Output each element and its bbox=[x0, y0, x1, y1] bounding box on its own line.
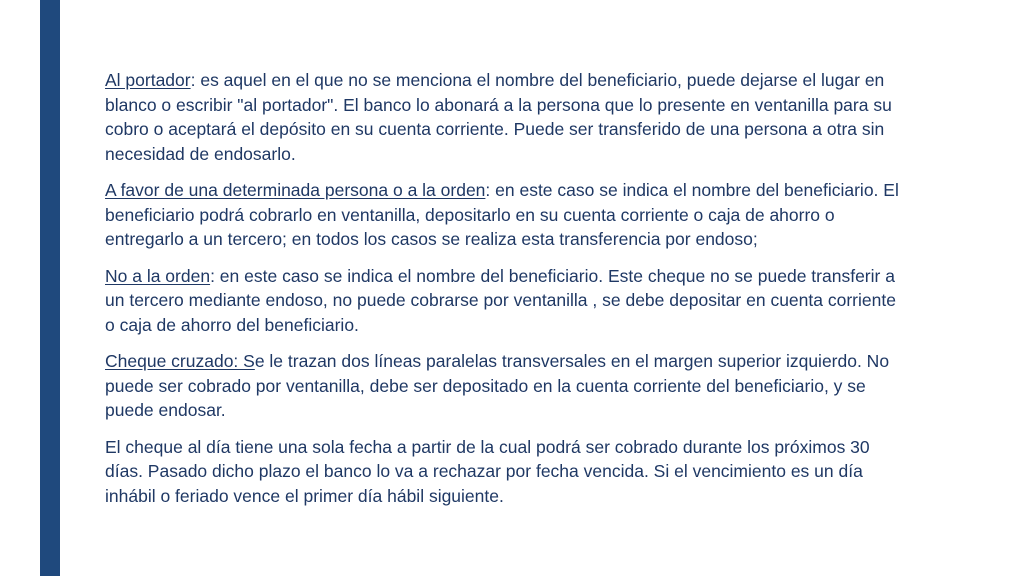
paragraph-text: se menciona el nombre del beneficiario, puede dejarse el lugar en blanco o escribir "al portador". El banco lo abonará a la persona que lo presente en ventanilla para su cobro o aceptará el depósito en su cuenta corriente. Puede ser transferido de una persona a otra sin necesidad de endosarlo. bbox=[105, 70, 892, 164]
accent-bar bbox=[40, 0, 60, 576]
paragraph-text: e le trazan dos líneas paralelas transversales en el margen superior izquierdo. No puede ser cobrado por ventanilla, debe ser depositado en la cuenta corriente del beneficiario, y se puede endosar. bbox=[105, 351, 890, 420]
paragraph-cheque-al-dia bbox=[105, 435, 905, 509]
term-al-portador: Al portador bbox=[105, 70, 191, 90]
slide-content bbox=[105, 68, 905, 508]
paragraph-text: : en este caso se indica el nombre del beneficiario. Este cheque no se puede transferir a un tercero mediante endoso, no puede cobrarse por ventanilla , se debe depositar en cuenta corriente o caja de ahorro del beneficiario. bbox=[105, 265, 896, 335]
term-no-a-la-orden: No a la orden bbox=[105, 265, 211, 286]
term-a-la-orden: A favor de una determinada persona o a la orden bbox=[105, 180, 486, 200]
paragraph-text: El cheque al día tiene una sola fecha a partir de la cual podrá ser cobrado durante los próximos 30 días. Pasado dicho plazo el banco lo va a rechazar por fecha vencida. Si el vencimiento es un día inhábil o feriado vence el primer día hábil siguiente. bbox=[105, 436, 870, 506]
paragraph-al-portador bbox=[105, 68, 905, 166]
term-cheque-cruzado: Cheque cruzado: S bbox=[105, 351, 255, 371]
emphasis-no: no bbox=[348, 70, 368, 90]
paragraph-text: : en este caso se indica el nombre del beneficiario. El beneficiario podrá cobrarlo en ventanilla, depositarlo en su cuenta corriente o caja de ahorro o entregarlo a un tercero; en todos los casos se realiza esta transferencia por endoso; bbox=[105, 180, 899, 249]
paragraph-cheque-cruzado bbox=[105, 349, 905, 423]
paragraph-no-a-la-orden bbox=[105, 264, 905, 338]
paragraph-a-la-orden bbox=[105, 178, 905, 252]
paragraph-text: : es aquel en el que bbox=[190, 70, 349, 90]
